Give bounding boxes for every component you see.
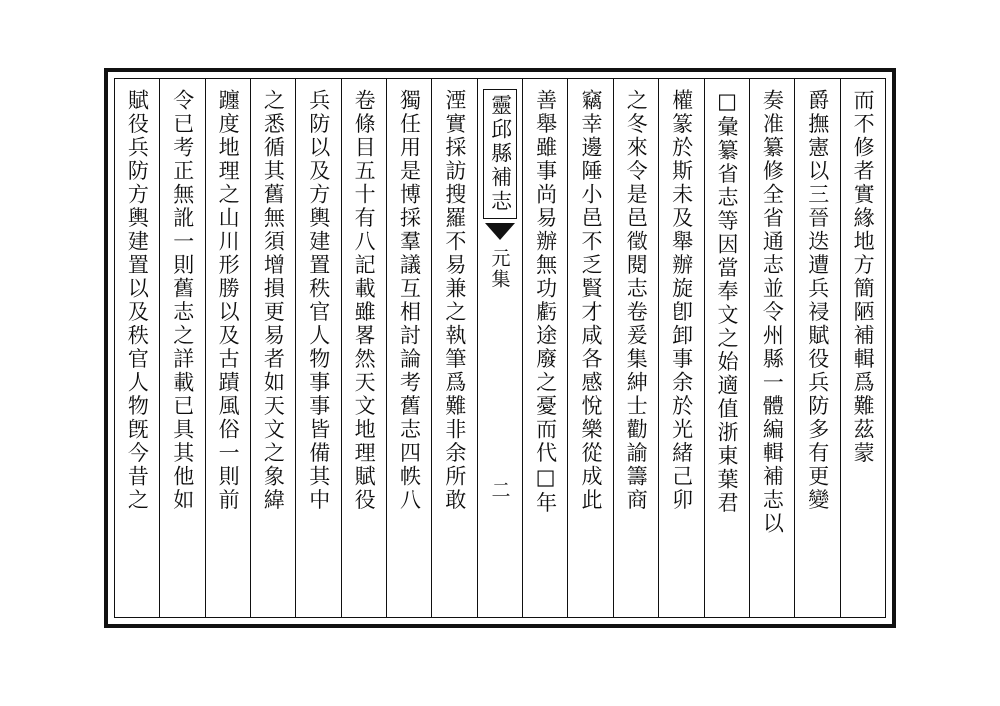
text-column-14 bbox=[205, 79, 250, 617]
text-column-12 bbox=[295, 79, 340, 617]
column-text: 兵防以及方輿建置秩官人物事事皆備其中 bbox=[306, 89, 331, 512]
column-text: 卷條目五十有八記載雖畧然天文地理賦役 bbox=[352, 89, 377, 512]
column-text: 權篆於斯未及舉辦旋卽卸事余於光緒己卯 bbox=[669, 89, 694, 512]
volume-label: 元集 bbox=[488, 248, 511, 290]
text-column-2 bbox=[794, 79, 839, 617]
page-frame-inner bbox=[114, 78, 886, 618]
column-text: 善舉雖事尚易辦無功虧途廢之憂而代□年 bbox=[533, 89, 558, 515]
column-text: 令已考正無訛一則舊志之詳載已具其他如 bbox=[170, 89, 195, 512]
page-title: 靈邱縣補志 bbox=[483, 89, 516, 219]
fishtail-icon bbox=[485, 223, 515, 240]
text-column-1 bbox=[840, 79, 885, 617]
column-text: 之悉循其舊無須增損更易者如天文之象緯 bbox=[261, 89, 286, 512]
column-text: □彙纂省志等因當奉文之始適值浙東葉君 bbox=[715, 89, 740, 515]
text-column-4 bbox=[704, 79, 749, 617]
text-column-6 bbox=[613, 79, 658, 617]
text-column-9 bbox=[431, 79, 476, 617]
text-column-8 bbox=[522, 79, 567, 617]
column-text: 之冬來令是邑徵閱志卷爰集紳士勸諭籌商 bbox=[624, 89, 649, 512]
column-text: 而不修者實緣地方簡陋補輯爲難茲蒙 bbox=[851, 89, 876, 465]
column-text: 爵撫憲以三晉迭遭兵祲賦役兵防多有更變 bbox=[805, 89, 830, 512]
page-number: 二 bbox=[488, 480, 511, 499]
column-text: 湮實採訪搜羅不易兼之執筆爲難非余所敢 bbox=[442, 89, 467, 512]
column-text: 躔度地理之山川形勝以及古蹟風俗一則前 bbox=[216, 89, 241, 512]
text-column-7 bbox=[567, 79, 612, 617]
text-column-5 bbox=[658, 79, 703, 617]
text-column-13 bbox=[250, 79, 295, 617]
text-column-16 bbox=[115, 79, 159, 617]
text-column-11 bbox=[341, 79, 386, 617]
column-text: 獨任用是博採羣議互相討論考舊志四帙八 bbox=[397, 89, 422, 512]
column-text: 奏准纂修全省通志並令州縣一體編輯補志以 bbox=[760, 89, 785, 536]
page-frame-outer bbox=[104, 68, 896, 628]
column-text: 賦役兵防方輿建置以及秩官人物旣今昔之 bbox=[125, 89, 150, 512]
page-title-column bbox=[477, 79, 522, 617]
text-column-10 bbox=[386, 79, 431, 617]
text-columns bbox=[115, 79, 885, 617]
text-column-15 bbox=[159, 79, 204, 617]
text-column-3 bbox=[749, 79, 794, 617]
column-text: 竊幸邊陲小邑不乏賢才咸各感悅樂從成此 bbox=[578, 89, 603, 512]
